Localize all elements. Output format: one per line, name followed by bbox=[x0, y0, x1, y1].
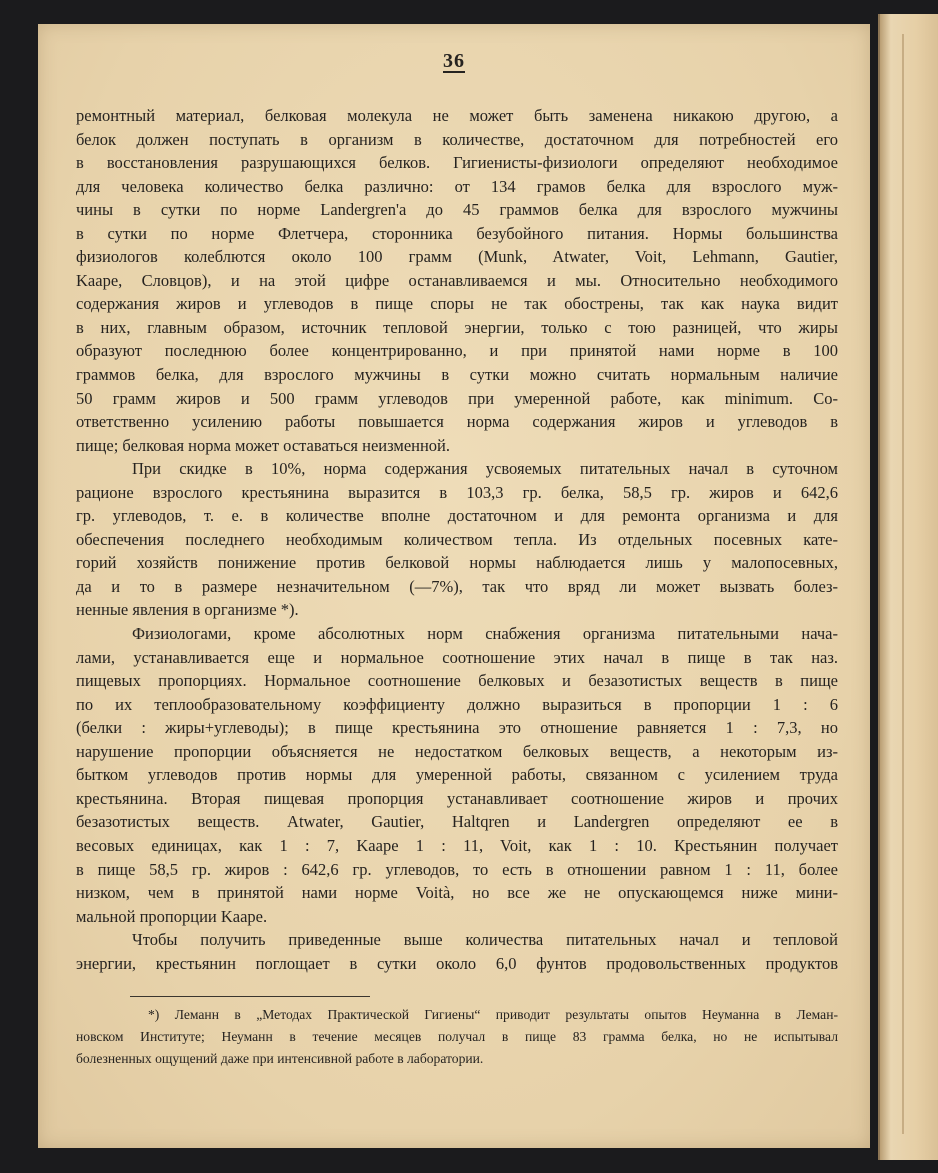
text-line: бытком углеводов против нормы для умеренной работы, связанном с усилением труда bbox=[76, 765, 838, 785]
text-line: Физиологами, кроме абсолютных норм снабжения организма питательными нача- bbox=[132, 624, 838, 644]
text-line: чины в сутки по норме Landergren'a до 45 граммов белка для взрослого мужчины bbox=[76, 200, 838, 220]
page-fold-line bbox=[902, 34, 904, 1134]
text-line: в сутки по норме Флетчера, сторонника безубойного питания. Нормы большинства bbox=[76, 223, 838, 243]
adjacent-page-edge bbox=[878, 14, 938, 1160]
text-line: образуют последнюю более концентрированно, и при принятой нами норме в 100 bbox=[76, 341, 838, 361]
text-line: крестьянина. Вторая пищевая пропорция устанавливает соотношение жиров и прочих bbox=[76, 788, 838, 808]
text-line: в них, главным образом, источник тепловой энергии, только с тою разницей, что жиры bbox=[76, 317, 838, 337]
text-line: ненные явления в организме *). bbox=[76, 600, 299, 620]
text-line: низком, чем в принятой нами норме Voità, но все же не опускающемся ниже мини- bbox=[76, 883, 838, 903]
text-line: пище; белковая норма может оставаться неизменной. bbox=[76, 435, 451, 455]
text-line: ответственно усилению работы повышается норма содержания жиров и углеводов в bbox=[76, 412, 838, 432]
text-line: содержания жиров и углеводов в пище споры не так обострены, так как наука видит bbox=[76, 294, 838, 314]
text-line: по их теплообразовательному коэффициенту должно выразиться в пропорции 1 : 6 bbox=[76, 694, 838, 714]
text-line: (белки : жиры+углеводы); в пище крестьянина это отношение равняется 1 : 7,3, но bbox=[76, 718, 838, 738]
text-line: Чтобы получить приведенные выше количества питательных начал и тепловой bbox=[132, 930, 838, 950]
text-line: гр. углеводов, т. е. в количестве вполне достаточном и для ремонта организма и для bbox=[76, 506, 838, 526]
text-line: белок должен поступать в организм в количестве, достаточном для потребностей его bbox=[76, 129, 838, 149]
text-line: Kaape, Словцов), и на этой цифре останавливаемся и мы. Относительно необходимого bbox=[76, 270, 838, 290]
footnote-line: *) Леманн в „Методах Практической Гигиены“ приводит результаты опытов Неуманна в Леман- bbox=[148, 1007, 838, 1022]
text-line: безазотистых веществ. Atwater, Gautier, Haltqren и Landergren определяют ее в bbox=[76, 812, 838, 832]
text-line: ремонтный материал, белковая молекула не может быть заменена никакою другою, а bbox=[76, 106, 838, 125]
footnote bbox=[76, 1004, 838, 1070]
text-line: в восстановления разрушающихся белков. Гигиенисты-физиологи определяют необходимое bbox=[76, 153, 838, 173]
body-text bbox=[76, 104, 838, 975]
text-line: да и то в размере незначительном (—7%), так что вряд ли может вызвать болез- bbox=[76, 576, 838, 596]
text-line: в пище 58,5 гр. жиров : 642,6 гр. углеводов, то есть в отношении равном 1 : 11, более bbox=[76, 859, 838, 879]
text-line: При скидке в 10%, норма содержания усвояемых питательных начал в суточном bbox=[132, 459, 838, 479]
text-line: нарушение пропорции объясняется не недостатком белковых веществ, а некоторым из- bbox=[76, 741, 838, 761]
text-line: граммов белка, для взрослого мужчины в сутки можно считать нормальным наличие bbox=[76, 365, 838, 385]
text-line: энергии, крестьянин поглощает в сутки около 6,0 фунтов продовольственных продуктов bbox=[76, 953, 838, 973]
footnote-line: новском Институте; Неуманн в течение месяцев получал в пище 83 грамма белка, но не испытывал bbox=[76, 1029, 838, 1044]
footnote-line: болезненных ощущений даже при интенсивной работе в лаборатории. bbox=[76, 1051, 484, 1066]
book-page bbox=[38, 24, 870, 1148]
text-line: горий хозяйств понижение против белковой нормы наблюдается лишь у малопосевных, bbox=[76, 553, 838, 573]
text-line: лами, устанавливается еще и нормальное соотношение этих начал в пище в так наз. bbox=[76, 647, 838, 667]
text-line: для человека количество белка различно: от 134 грамов белка для взрослого муж- bbox=[76, 176, 838, 196]
text-line: 50 грамм жиров и 500 грамм углеводов при умеренной работе, как minimum. Со- bbox=[76, 388, 838, 408]
text-line: обеспечения последнего необходимым количеством тепла. Из отдельных посевных кате- bbox=[76, 529, 838, 549]
page-number: 36 bbox=[443, 50, 465, 72]
text-line: физиологов колеблются около 100 грамм (Munk, Atwater, Voit, Lehmann, Gautier, bbox=[76, 247, 838, 267]
footnote-divider bbox=[130, 996, 370, 997]
text-line: пищевых пропорциях. Нормальное соотношение белковых и безазотистых веществ в пище bbox=[76, 671, 838, 691]
text-line: рационе взрослого крестьянина выразится в 103,3 гр. белка, 58,5 гр. жиров и 642,6 bbox=[76, 482, 838, 502]
text-line: мальной пропорции Kaape. bbox=[76, 906, 268, 926]
text-line: весовых единицах, как 1 : 7, Kaape 1 : 11, Voit, как 1 : 10. Крестьянин получает bbox=[76, 835, 838, 855]
